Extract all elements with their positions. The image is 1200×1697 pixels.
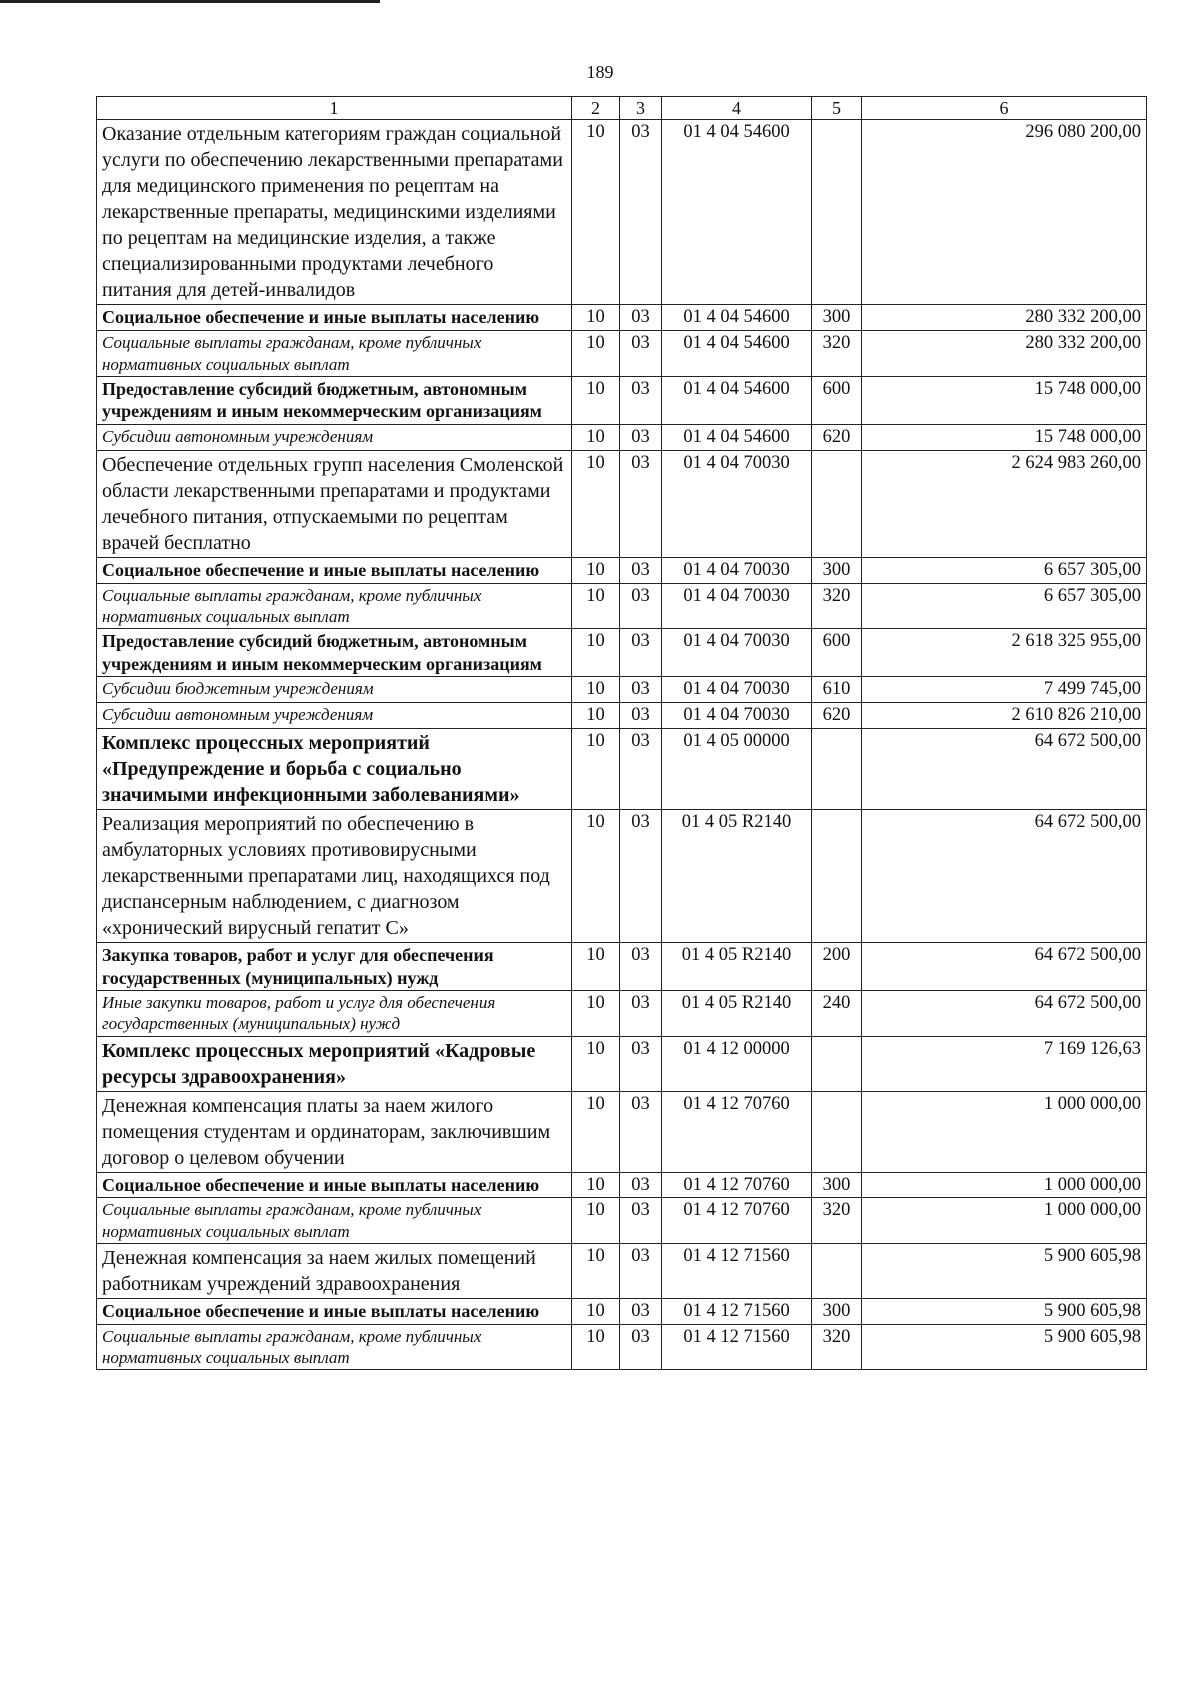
subsection-code: 03: [620, 677, 662, 703]
target-article-code: 01 4 05 R2140: [662, 943, 812, 991]
subsection-code: 03: [620, 120, 662, 305]
subsection-code: 03: [620, 810, 662, 943]
amount: 6 657 305,00: [862, 557, 1147, 583]
table-row: [97, 424, 1147, 450]
section-code: 10: [572, 1298, 620, 1324]
section-code: 10: [572, 810, 620, 943]
row-description: Денежная компенсация за наем жилых помещений работникам учреждений здравоохранения: [97, 1243, 572, 1298]
target-article-code: 01 4 04 70030: [662, 703, 812, 729]
expense-type-code: [812, 450, 862, 557]
table-row: [97, 1036, 1147, 1091]
section-code: 10: [572, 1198, 620, 1244]
row-description: Денежная компенсация платы за наем жилого помещения студентам и ординаторам, заключившим договор о целевом обучении: [97, 1091, 572, 1172]
row-description: Предоставление субсидий бюджетным, автономным учреждениям и иным некоммерческим организациям: [97, 376, 572, 424]
row-description: Социальные выплаты гражданам, кроме публичных нормативных социальных выплат: [97, 1198, 572, 1244]
expense-type-code: [812, 1036, 862, 1091]
subsection-code: 03: [620, 1198, 662, 1244]
target-article-code: 01 4 04 54600: [662, 305, 812, 331]
expense-type-code: [812, 1091, 862, 1172]
subsection-code: 03: [620, 1298, 662, 1324]
target-article-code: 01 4 05 00000: [662, 729, 812, 810]
table-row: [97, 1172, 1147, 1198]
expense-type-code: 620: [812, 424, 862, 450]
section-code: 10: [572, 991, 620, 1037]
table-row: [97, 557, 1147, 583]
expense-type-code: 300: [812, 1298, 862, 1324]
target-article-code: 01 4 04 70030: [662, 557, 812, 583]
target-article-code: 01 4 12 70760: [662, 1172, 812, 1198]
subsection-code: 03: [620, 1172, 662, 1198]
section-code: 10: [572, 557, 620, 583]
table-row: [97, 305, 1147, 331]
column-header-4: 4: [662, 97, 812, 120]
target-article-code: 01 4 05 R2140: [662, 991, 812, 1037]
table-row: [97, 1324, 1147, 1370]
amount: 7 499 745,00: [862, 677, 1147, 703]
amount: 1 000 000,00: [862, 1198, 1147, 1244]
target-article-code: 01 4 04 54600: [662, 120, 812, 305]
amount: 1 000 000,00: [862, 1172, 1147, 1198]
subsection-code: 03: [620, 1091, 662, 1172]
amount: 296 080 200,00: [862, 120, 1147, 305]
row-description: Субсидии автономным учреждениям: [97, 424, 572, 450]
table-row: [97, 331, 1147, 377]
section-code: 10: [572, 331, 620, 377]
table-row: [97, 810, 1147, 943]
row-description: Социальное обеспечение и иные выплаты населению: [97, 1172, 572, 1198]
table-row: [97, 703, 1147, 729]
expense-type-code: 300: [812, 557, 862, 583]
expense-type-code: 320: [812, 1198, 862, 1244]
subsection-code: 03: [620, 1324, 662, 1370]
subsection-code: 03: [620, 331, 662, 377]
target-article-code: 01 4 12 00000: [662, 1036, 812, 1091]
section-code: 10: [572, 629, 620, 677]
table-row: [97, 583, 1147, 629]
section-code: 10: [572, 450, 620, 557]
subsection-code: 03: [620, 629, 662, 677]
expense-type-code: 320: [812, 331, 862, 377]
target-article-code: 01 4 12 70760: [662, 1091, 812, 1172]
subsection-code: 03: [620, 943, 662, 991]
table-row: [97, 1198, 1147, 1244]
table-row: [97, 450, 1147, 557]
row-description: Комплекс процессных мероприятий «Кадровые ресурсы здравоохранения»: [97, 1036, 572, 1091]
section-code: 10: [572, 729, 620, 810]
row-description: Закупка товаров, работ и услуг для обеспечения государственных (муниципальных) нужд: [97, 943, 572, 991]
target-article-code: 01 4 04 70030: [662, 677, 812, 703]
table-row: [97, 729, 1147, 810]
section-code: 10: [572, 305, 620, 331]
amount: 64 672 500,00: [862, 943, 1147, 991]
section-code: 10: [572, 1324, 620, 1370]
table-row: [97, 629, 1147, 677]
budget-table: [96, 96, 1147, 1370]
row-description: Реализация мероприятий по обеспечению в амбулаторных условиях противовирусными лекарственными препаратами лиц, находящихся под диспансерным наблюдением, с диагнозом «хронический вирусный гепатит С»: [97, 810, 572, 943]
expense-type-code: 300: [812, 1172, 862, 1198]
target-article-code: 01 4 12 71560: [662, 1298, 812, 1324]
amount: 5 900 605,98: [862, 1243, 1147, 1298]
target-article-code: 01 4 12 71560: [662, 1324, 812, 1370]
subsection-code: 03: [620, 450, 662, 557]
target-article-code: 01 4 04 70030: [662, 583, 812, 629]
page-number: 189: [586, 62, 614, 82]
amount: 6 657 305,00: [862, 583, 1147, 629]
row-description: Обеспечение отдельных групп населения Смоленской области лекарственными препаратами и продуктами лечебного питания, отпускаемыми по рецептам врачей бесплатно: [97, 450, 572, 557]
table-row: [97, 1243, 1147, 1298]
column-header-2: 2: [572, 97, 620, 120]
column-header-1: 1: [97, 97, 572, 120]
subsection-code: 03: [620, 305, 662, 331]
amount: 2 610 826 210,00: [862, 703, 1147, 729]
subsection-code: 03: [620, 376, 662, 424]
row-description: Социальное обеспечение и иные выплаты населению: [97, 557, 572, 583]
table-row: [97, 1298, 1147, 1324]
target-article-code: 01 4 04 54600: [662, 424, 812, 450]
expense-type-code: [812, 1243, 862, 1298]
column-header-3: 3: [620, 97, 662, 120]
top-edge-rule: [0, 0, 380, 3]
section-code: 10: [572, 703, 620, 729]
table-row: [97, 943, 1147, 991]
row-description: Комплекс процессных мероприятий «Предупреждение и борьба с социально значимыми инфекционными заболеваниями»: [97, 729, 572, 810]
row-description: Социальное обеспечение и иные выплаты населению: [97, 305, 572, 331]
table-row: [97, 376, 1147, 424]
row-description: Иные закупки товаров, работ и услуг для обеспечения государственных (муниципальных) нужд: [97, 991, 572, 1037]
amount: 280 332 200,00: [862, 305, 1147, 331]
section-code: 10: [572, 1243, 620, 1298]
table-row: [97, 1091, 1147, 1172]
amount: 5 900 605,98: [862, 1324, 1147, 1370]
row-description: Субсидии бюджетным учреждениям: [97, 677, 572, 703]
amount: 2 624 983 260,00: [862, 450, 1147, 557]
subsection-code: 03: [620, 1243, 662, 1298]
table-row: [97, 677, 1147, 703]
target-article-code: 01 4 12 70760: [662, 1198, 812, 1244]
amount: 15 748 000,00: [862, 424, 1147, 450]
table-body: [97, 120, 1147, 1370]
target-article-code: 01 4 04 54600: [662, 376, 812, 424]
expense-type-code: 320: [812, 1324, 862, 1370]
column-header-5: 5: [812, 97, 862, 120]
row-description: Субсидии автономным учреждениям: [97, 703, 572, 729]
subsection-code: 03: [620, 424, 662, 450]
expense-type-code: [812, 120, 862, 305]
row-description: Предоставление субсидий бюджетным, автономным учреждениям и иным некоммерческим организациям: [97, 629, 572, 677]
table-header-row: [97, 97, 1147, 120]
row-description: Социальные выплаты гражданам, кроме публичных нормативных социальных выплат: [97, 583, 572, 629]
table-row: [97, 991, 1147, 1037]
subsection-code: 03: [620, 1036, 662, 1091]
target-article-code: 01 4 05 R2140: [662, 810, 812, 943]
expense-type-code: [812, 810, 862, 943]
table-row: [97, 120, 1147, 305]
row-description: Социальные выплаты гражданам, кроме публичных нормативных социальных выплат: [97, 1324, 572, 1370]
amount: 280 332 200,00: [862, 331, 1147, 377]
subsection-code: 03: [620, 729, 662, 810]
row-description: Социальное обеспечение и иные выплаты населению: [97, 1298, 572, 1324]
section-code: 10: [572, 1036, 620, 1091]
section-code: 10: [572, 376, 620, 424]
expense-type-code: 240: [812, 991, 862, 1037]
subsection-code: 03: [620, 703, 662, 729]
row-description: Оказание отдельным категориям граждан социальной услуги по обеспечению лекарственными препаратами для медицинского применения по рецептам на лекарственные препараты, медицинскими изделиями по рецептам на медицинские изделия, а также специализированными продуктами лечебного питания для детей-инвалидов: [97, 120, 572, 305]
expense-type-code: 610: [812, 677, 862, 703]
section-code: 10: [572, 677, 620, 703]
expense-type-code: 600: [812, 629, 862, 677]
section-code: 10: [572, 583, 620, 629]
amount: 1 000 000,00: [862, 1091, 1147, 1172]
target-article-code: 01 4 04 70030: [662, 450, 812, 557]
column-header-6: 6: [862, 97, 1147, 120]
amount: 2 618 325 955,00: [862, 629, 1147, 677]
subsection-code: 03: [620, 991, 662, 1037]
amount: 15 748 000,00: [862, 376, 1147, 424]
target-article-code: 01 4 04 70030: [662, 629, 812, 677]
target-article-code: 01 4 12 71560: [662, 1243, 812, 1298]
section-code: 10: [572, 1091, 620, 1172]
expense-type-code: 620: [812, 703, 862, 729]
expense-type-code: 600: [812, 376, 862, 424]
target-article-code: 01 4 04 54600: [662, 331, 812, 377]
section-code: 10: [572, 424, 620, 450]
subsection-code: 03: [620, 583, 662, 629]
section-code: 10: [572, 120, 620, 305]
expense-type-code: 200: [812, 943, 862, 991]
subsection-code: 03: [620, 557, 662, 583]
expense-type-code: 300: [812, 305, 862, 331]
amount: 64 672 500,00: [862, 991, 1147, 1037]
section-code: 10: [572, 1172, 620, 1198]
expense-type-code: [812, 729, 862, 810]
amount: 5 900 605,98: [862, 1298, 1147, 1324]
amount: 64 672 500,00: [862, 810, 1147, 943]
amount: 7 169 126,63: [862, 1036, 1147, 1091]
row-description: Социальные выплаты гражданам, кроме публичных нормативных социальных выплат: [97, 331, 572, 377]
expense-type-code: 320: [812, 583, 862, 629]
amount: 64 672 500,00: [862, 729, 1147, 810]
section-code: 10: [572, 943, 620, 991]
